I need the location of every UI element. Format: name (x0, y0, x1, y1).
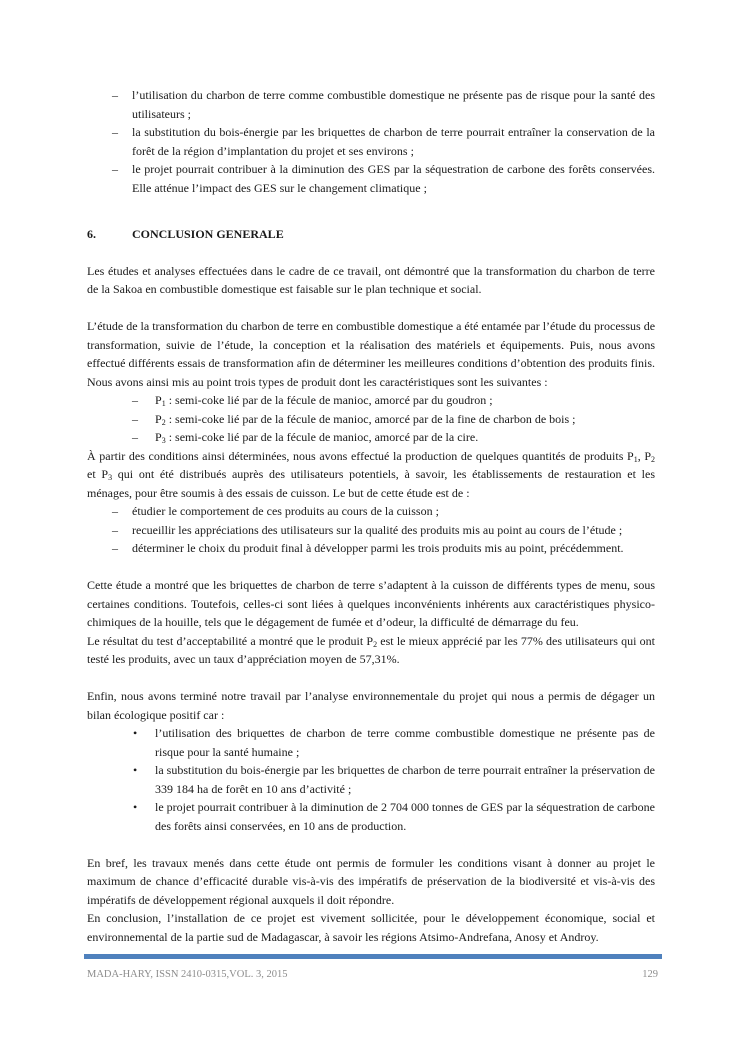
section-number: 6. (87, 226, 96, 241)
paragraph-process: L’étude de la transformation du charbon de terre en combustible domestique a été entamée par l’étude du processus de transformation, suivie de l’étude, la conception et la réalisation des matériels et équipements. Puis, nous avons effectué différents essais de transformation afin de déterminer les meilleures conditions d’obtention des produits finis. Nous avons ainsi mis au point trois types de produit dont les caractéristiques sont les suivantes : (87, 319, 656, 389)
ecology-bullet-list (87, 724, 655, 835)
top-dash-list (87, 86, 655, 197)
list-item: – recueillir les appréciations des utilisateurs sur la qualité des produits mis au point au cours de l’étude ; (87, 521, 655, 540)
product-list (87, 391, 655, 447)
list-item: – la substitution du bois-énergie par les briquettes de charbon de terre pourrait entraîner la conservation de la forêt de la région d’implantation du projet et ses environs ; (87, 123, 655, 160)
list-item: – $P_2$ : semi-coke lié par de la fécule de manioc, amorcé par de la fine de charbon de bois ; (87, 410, 655, 429)
list-item: – $P_3$ : semi-coke lié par de la fécule de manioc, amorcé par de la cire. (87, 428, 655, 447)
paragraph-acceptability: Le résultat du test d’acceptabilité a montré que le produit $P_2$ est le mieux apprécié par les 77% des utilisateurs qui ont testé les produits, avec un taux d’appréciation moyen de 57,31%. (87, 633, 656, 666)
paragraph-intro: Les études et analyses effectuées dans le cadre de ce travail, ont démontré que la transformation du charbon de terre de la Sakoa en combustible domestique est faisable sur le plan technique et social. (87, 263, 655, 296)
footer-page-number: 129 (642, 969, 658, 980)
section-title: CONCLUSION GENERALE (132, 226, 284, 241)
list-item: • la substitution du bois-énergie par les briquettes de charbon de terre pourrait entraîner la préservation de 339 184 ha de forêt en 10 ans d’activité ; (87, 761, 655, 798)
footer-journal: MADA-HARY, ISSN 2410-0315,VOL. 3, 2015 (87, 969, 288, 980)
section-heading (87, 225, 655, 244)
paragraph-cooking: Cette étude a montré que les briquettes de charbon de terre s’adaptent à la cuisson de différents types de menu, sous certaines conditions. Toutefois, celles-ci sont liées à quelques inconvénients inhérents aux caractéristiques physico-chimiques de la houille, tels que le dégagement de fumée et d’odeur, la difficulté de démarrage du feu. (87, 578, 655, 629)
footer-rule (84, 954, 662, 959)
list-item: – le projet pourrait contribuer à la diminution des GES par la séquestration de carbone des forêts conservées. Elle atténue l’impact des GES sur le changement climatique ; (87, 160, 655, 197)
list-item: – déterminer le choix du produit final à développer parmi les trois produits mis au point, précédemment. (87, 539, 655, 558)
paragraph-production: À partir des conditions ainsi déterminées, nous avons effectué la production de quelques quantités de produits $P_1$, $P_2$ et $P_3$ qui ont été distribués auprès des utilisateurs potentiels, à savoir, les établissements de restauration et les ménages, pour être soumis à des essais de cuisson. Le but de cette étude est de : (87, 448, 655, 500)
list-item: • l’utilisation des briquettes de charbon de terre comme combustible domestique ne présente pas de risque pour la santé humaine ; (87, 724, 655, 761)
aims-list (87, 502, 655, 558)
paragraph-conclusion: En conclusion, l’installation de ce projet est vivement sollicitée, pour le développement économique, social et environnemental de la partie sud de Madagascar, à savoir les régions Atsimo-Andrefana, Anosy et Androy. (87, 911, 655, 944)
list-item: – $P_1$ : semi-coke lié par de la fécule de manioc, amorcé par du goudron ; (87, 391, 655, 410)
list-item: – étudier le comportement de ces produits au cours de la cuisson ; (87, 502, 655, 521)
list-item: – l’utilisation du charbon de terre comme combustible domestique ne présente pas de risque pour la santé des utilisateurs ; (87, 86, 655, 123)
page-body (87, 86, 655, 946)
list-item: • le projet pourrait contribuer à la diminution de 2 704 000 tonnes de GES par la séquestration de carbone des forêts ainsi conservées, en 10 ans de production. (87, 798, 655, 835)
paragraph-summary: En bref, les travaux menés dans cette étude ont permis de formuler les conditions visant à donner au projet le maximum de chance d’efficacité durable vis-à-vis des impératifs de préservation de la biodiversité et vis-à-vis des impératifs de développement régional auxquels il doit répondre. (87, 855, 655, 907)
paragraph-environment: Enfin, nous avons terminé notre travail par l’analyse environnementale du projet qui nous a permis de dégager un bilan écologique positif car : (87, 689, 655, 722)
